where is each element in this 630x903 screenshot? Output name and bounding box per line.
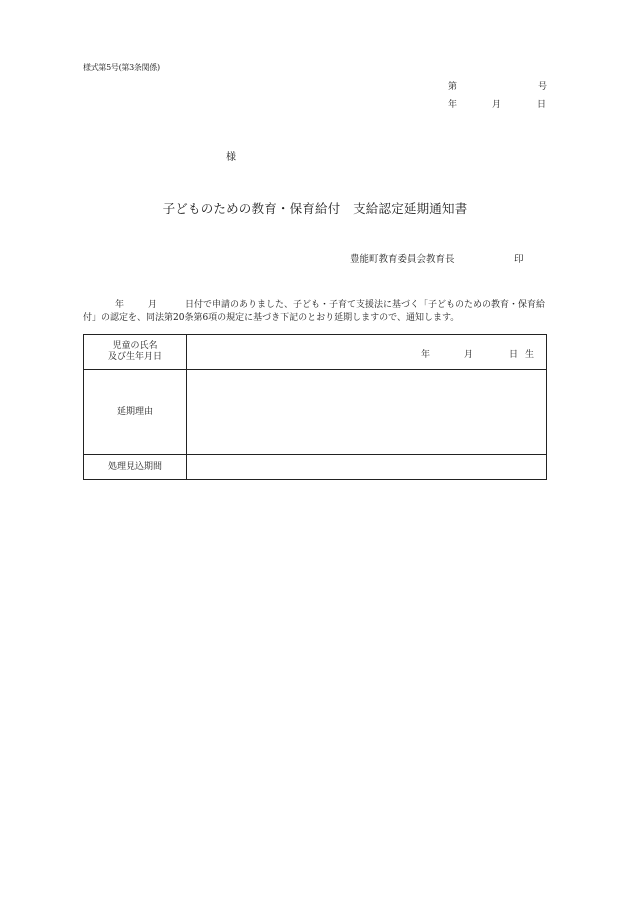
- child-info-label: [84, 335, 187, 370]
- body-month: 月: [148, 300, 158, 310]
- child-info-value: [187, 335, 547, 370]
- notice-body-line-1: [83, 299, 549, 312]
- doc-number-suffix: 号: [538, 82, 548, 92]
- seal-mark: 印: [514, 254, 524, 265]
- birth-suffix: 生: [525, 350, 535, 360]
- form-number: 様式第5号(第3条関係): [83, 63, 160, 72]
- issue-date-month: 月: [492, 100, 502, 110]
- addressee-honorific: 様: [226, 152, 236, 163]
- doc-number-prefix: 第: [448, 82, 458, 92]
- table-row-child: [84, 335, 547, 370]
- table-row-reason: [84, 370, 547, 455]
- period-value: [187, 455, 547, 480]
- notice-body-line-2: 付」の認定を、同法第20条第6項の規定に基づき下記のとおり延期しますので、通知します。: [83, 313, 460, 323]
- birth-month: 月: [464, 350, 474, 360]
- child-name-label: 児童の氏名: [112, 341, 158, 351]
- child-birthdate-label: 及び生年月日: [107, 352, 162, 362]
- document-title: 子どものための教育・保育給付 支給認定延期通知書: [162, 201, 468, 216]
- issue-date-day: 日: [537, 100, 547, 110]
- body-line-1-text: 日付で申請のありました、子ども・子育て支援法に基づく「子どものための教育・保育給: [185, 300, 546, 310]
- issue-date-line: [448, 97, 546, 111]
- table-row-period: [84, 455, 547, 480]
- document-number-line: [448, 79, 546, 93]
- details-table: [83, 334, 547, 480]
- reason-label: 延期理由: [84, 370, 187, 455]
- body-year: 年: [115, 300, 125, 310]
- period-label: 処理見込期間: [84, 455, 187, 480]
- birth-year: 年: [421, 350, 431, 360]
- reason-value: [187, 370, 547, 455]
- notice-body: [83, 299, 549, 325]
- sender-name: 豊能町教育委員会教育長: [350, 254, 455, 265]
- sender-line: [350, 251, 524, 265]
- birth-day: 日: [509, 350, 519, 360]
- issue-date-year: 年: [448, 100, 458, 110]
